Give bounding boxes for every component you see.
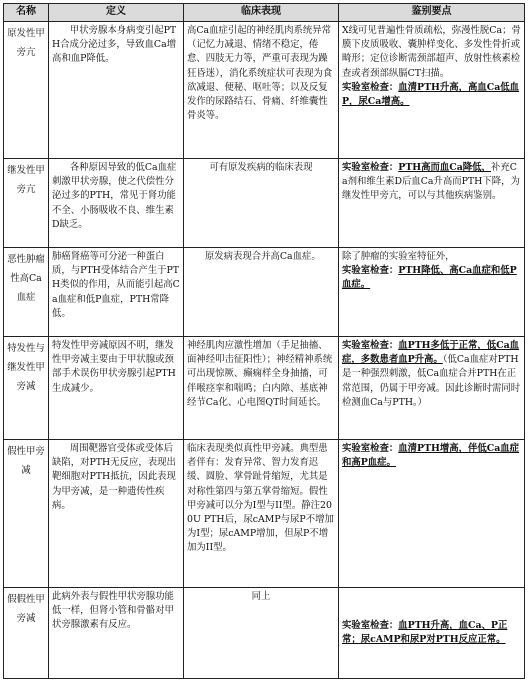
- lab-label: 实验室检查：: [342, 443, 399, 454]
- header-diff: 鉴别要点: [339, 4, 525, 22]
- row-diff: [339, 248, 525, 337]
- row-diff: [339, 159, 525, 248]
- lab-label: 实验室检查：: [342, 265, 399, 277]
- table-row: [4, 440, 525, 588]
- header-clinical: 临床表现: [184, 4, 339, 22]
- row-clinical: 临床表现类似真性甲旁减。典型患者伴有：发育异常、智力发育迟缓、圆脸、掌骨趾骨缩短，尤其是对称性第四与第五掌骨缩短。假性甲旁减可以分为I型与II型。静注200U PTH后，尿cAMP与尿P不增加为I型；尿cAMP增加，但尿P不增加为II型。: [184, 440, 339, 588]
- row-clinical: 可有原发疾病的临床表现: [184, 159, 339, 248]
- differential-diagnosis-table: [3, 3, 525, 679]
- header-definition: 定义: [49, 4, 184, 22]
- diff-pre: 除了肿瘤的实验室特征外，: [342, 251, 455, 262]
- row-diff: [339, 588, 525, 679]
- row-name: 假性甲旁减: [4, 440, 49, 588]
- diff-post: 补充Ca剂和维生素D后血Ca升高而PTH下降，为继发性甲旁亢，可以与其他疾病鉴别。: [342, 162, 520, 202]
- diff-post: （低Ca血症对PTH是一种强烈刺激，低Ca血症合并PTH在正常范围，仍属于甲旁减。因此诊断时需同时检测血Ca与PTH。）: [342, 354, 521, 408]
- row-diff: [339, 440, 525, 588]
- table-row: [4, 22, 525, 159]
- table-row: [4, 159, 525, 248]
- lab-label: 实验室检查：: [342, 340, 399, 351]
- diff-pre: X线可见普遍性骨质疏松，弥漫性脱Ca；骨膜下皮质吸收、囊肿样变化、多发性骨折或畸形；定位诊断需颈部超声、放射性核素检查或者颈部纵膈CT扫描。: [342, 25, 521, 79]
- row-name: 恶性肿瘤性高Ca血症: [4, 248, 49, 337]
- header-name: 名称: [4, 4, 49, 22]
- table-row: [4, 588, 525, 679]
- row-definition: 此病外表与假性甲状旁腺功能低一样，但肾小管和骨骼对甲状旁腺激素有反应。: [49, 588, 184, 679]
- row-clinical: 同上: [184, 588, 339, 679]
- row-name: 假假性甲旁减: [4, 588, 49, 679]
- table-row: [4, 337, 525, 440]
- row-diff: [339, 337, 525, 440]
- lab-emphasis: 血清PTH增高，伴低Ca血症和高P血症。: [342, 443, 520, 469]
- row-name: 继发性甲旁亢: [4, 159, 49, 248]
- row-definition: 特发性甲旁减原因不明，继发性甲旁减主要由于甲状腺或颈部手术误伤甲状旁腺引起PTH生成减少。: [49, 337, 184, 440]
- row-diff: [339, 22, 525, 159]
- row-definition: 周围靶器官受体或受体后缺陷，对PTH无反应，表现出靶细胞对PTH抵抗，因此表现为甲旁减，是一种遗传性疾病。: [49, 440, 184, 588]
- row-clinical: 高Ca血症引起的神经肌肉系统异常（记忆力减退、情绪不稳定，倦怠、四肢无力等，严重可表现为躁狂昏迷），消化系统症状可表现为食欲减退、便秘、呕吐等；以及反复发作的尿路结石、骨痛、纤维囊性骨炎等。: [184, 22, 339, 159]
- lab-label: 实验室检查：: [342, 81, 399, 93]
- lab-label: 实验室检查：: [342, 619, 399, 631]
- lab-emphasis: 血PTH多低于正常，低Ca血症，多数患者血P升高。: [342, 340, 520, 366]
- header-row: [4, 4, 525, 22]
- row-name: 特发性与继发性甲旁减: [4, 337, 49, 440]
- row-clinical: 原发病表现合并高Ca血症。: [184, 248, 339, 337]
- lab-emphasis: 血PTH升高，血Ca、P正常；尿cAMP和尿P对PTH反应正常。: [342, 619, 508, 645]
- table-row: [4, 248, 525, 337]
- lab-label: 实验室检查：: [342, 162, 399, 173]
- row-name: 原发性甲旁亢: [4, 22, 49, 159]
- row-definition: 甲状旁腺本身病变引起PTH合成分泌过多，导致血Ca增高和血P降低。: [49, 22, 184, 159]
- lab-emphasis: PTH降低、高Ca血症和低P血症。: [342, 265, 517, 291]
- lab-emphasis: 血清PTH升高，高血Ca低血P，尿Ca增高。: [342, 81, 520, 108]
- row-clinical: 神经肌肉应激性增加（手足抽搐、面神经叩击征阳性）；神经精神系统可出现惊厥、癫痫样全身抽搐，可伴喉痉挛和喘鸣；白内障、基底神经节Ca化、心电图QT时间延长。: [184, 337, 339, 440]
- row-definition: 各种原因导致的低Ca血症刺激甲状旁腺，使之代偿性分泌过多的PTH，常见于肾功能不全、小肠吸收不良、维生素D缺乏。: [49, 159, 184, 248]
- row-definition: 肺癌肾癌等可分泌一种蛋白质，与PTH受体结合产生于PTH类似的作用，从而能引起高Ca血症和低P血症，PTH常降低。: [49, 248, 184, 337]
- lab-emphasis: PTH高而血Ca降低，: [398, 162, 491, 173]
